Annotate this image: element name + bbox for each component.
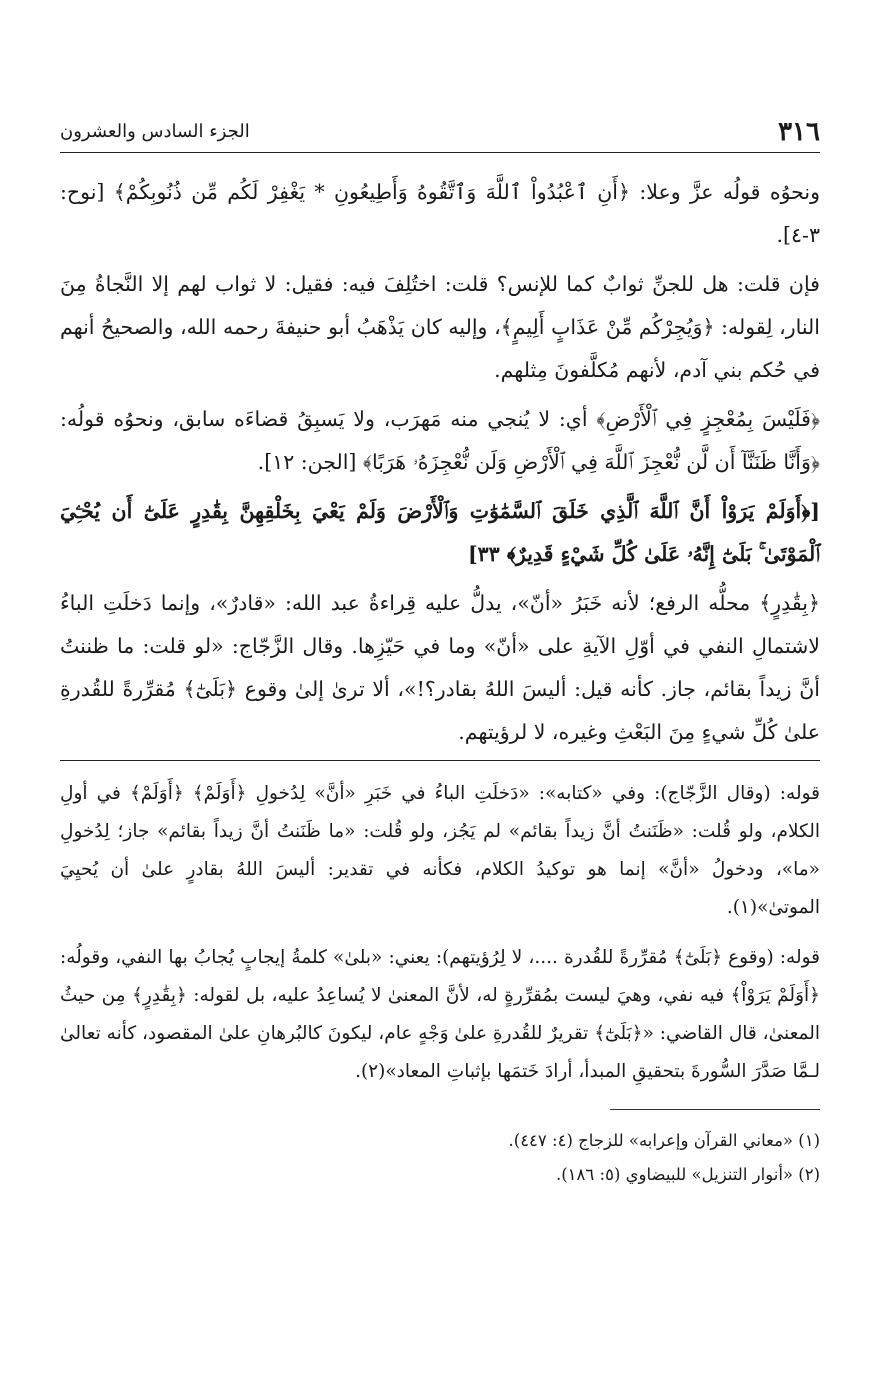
page [60,112,820,1192]
paragraph: ﴿فَلَيْسَ بِمُعْجِزٍ فِي ٱلْأَرْضِ﴾ أي: لا يُنجي منه مَهرَب، ولا يَسبِقُ قضاءَه سابق، ونحوُه قولُه: ﴿وَأَنَّا ظَنَنَّآ أَن لَّن نُّعْجِزَ ٱللَّهَ فِي ٱلْأَرْضِ وَلَن نُّعْجِزَهُۥ هَرَبًا﴾ [الجن: ١٢]. [60,407,820,474]
paragraph: ﴿بِقَٰدِرٍ﴾ محلُّه الرفع؛ لأنه خَبَرُ «أنّ»، يدلُّ عليه قِراءةُ عبد الله: «قادرٌ»، وإنما دَخلَتِ الباءُ لاشتمالِ النفي في أوّلِ الآيةِ على «أنّ» وما في حَيّزِها. وقال الزَّجّاج: «لو قلت: ما ظننتُ أنَّ زيداً بقائم، جاز. كأنه قيل: أليسَ اللهُ بقادر؟!»، ألا ترىٰ إلىٰ وقوع ﴿بَلَىٰٓ﴾ مُقرِّرةً للقُدرةِ علىٰ كُلِّ شيءٍ مِنَ البَعْثِ وغيره، لا لرؤيتهم. [60,591,820,744]
footnote: (١) «معاني القرآن وإعرابه» للزجاج (٤: ٤٤٧). [508,1131,820,1150]
commentary-paragraph: قوله: (وقوع ﴿بَلَىٰٓ﴾ مُقرِّرةً للقُدرة ....، لا لِرُؤيتهم): يعني: «بلىٰ» كلمةُ إيجابٍ يُجابُ بها النفي، وقولُه: ﴿أَوَلَمْ يَرَوْاْ﴾ فيه نفي، وهيَ ليست بمُقرِّرةٍ له، لأنَّ المعنىٰ لا يُساعِدُ عليه، بل لقوله: ﴿بِقَٰدِرٍ﴾ مِن حيثُ المعنىٰ، قال القاضي: «﴿بَلَىٰٓ﴾ تقريرٌ للقُدرةِ علىٰ وَجْهٍ عام، ليكونَ كالبُرهانِ علىٰ المقصود، كأنه تعالىٰ لـمَّا صَدَّرَ السُّورةَ بتحقيقِ المبدأ، أرادَ خَتمَها بإثباتِ المعاد»(٢). [60,947,820,1082]
commentary-divider [60,760,820,761]
commentary-paragraph: قوله: (وقال الزَّجّاج): وفي «كتابه»: «دَخلَتِ الباءُ في خَبَرِ «أنَّ» لِدُخولِ ﴿أَوَلَمْ﴾ ﴿أَوَلَمْ﴾ في أولِ الكلام، ولو قُلت: «ظَنَنتُ أنَّ زيداً بقائم» لم يَجُز، ولو قُلت: «ما ظَنَنتُ أنَّ زيداً بقائم» جاز؛ لِدُخولِ «ما»، ودخولُ «أنَّ» إنما هو توكيدُ الكلام، فكأنه في تقدير: أليسَ اللهُ بقادرٍ علىٰ أن يُحيِيَ الموتىٰ»(١). [60,783,820,918]
page-number: ٣١٦ [778,117,820,147]
paragraph: فإن قلت: هل للجنِّ ثوابٌ كما للإنس؟ قلت: اختُلِفَ فيه: فقيل: لا ثواب لهم إلا النَّجاةُ مِنَ النار، لِقوله: ﴿وَيُجِرْكُم مِّنْ عَذَابٍ أَلِيمٍ﴾، وإليه كان يَذْهَبُ أبو حنيفةَ رحمه الله، والصحيحُ أنهم في حُكم بني آدم، لأنهم مُكلَّفونَ مِثلهم. [60,272,820,382]
quran-verse-block: [﴿أَوَلَمْ يَرَوْاْ أَنَّ ٱللَّهَ ٱلَّذِي خَلَقَ ٱلسَّمَٰوَٰتِ وَٱلْأَرْضَ وَلَمْ يَعْيَ بِخَلْقِهِنَّ بِقَٰدِرٍ عَلَىٰٓ أَن يُحْـِۧيَ ٱلْمَوْتَىٰ ۚ بَلَىٰٓ إِنَّهُۥ عَلَىٰ كُلِّ شَيْءٍ قَدِيرٌ﴾ ٣٣] [60,499,820,566]
main-text [60,171,820,754]
footnote-divider [610,1109,820,1110]
footnotes [60,1124,820,1192]
page-header [60,112,820,153]
paragraph: ونحوُه قولُه عزَّ وعلا: ﴿أَنِ ٱعْبُدُواْ ٱللَّهَ وَٱتَّقُوهُ وَأَطِيعُونِ * يَغْفِرْ لَكُم مِّن ذُنُوبِكُمْ﴾ [نوح: ٣-٤]. [60,180,820,247]
footnote: (٢) «أنوار التنزيل» للبيضاوي (٥: ١٨٦). [555,1165,820,1184]
running-title: الجزء السادس والعشرون [60,121,250,142]
commentary-section [60,775,820,1091]
